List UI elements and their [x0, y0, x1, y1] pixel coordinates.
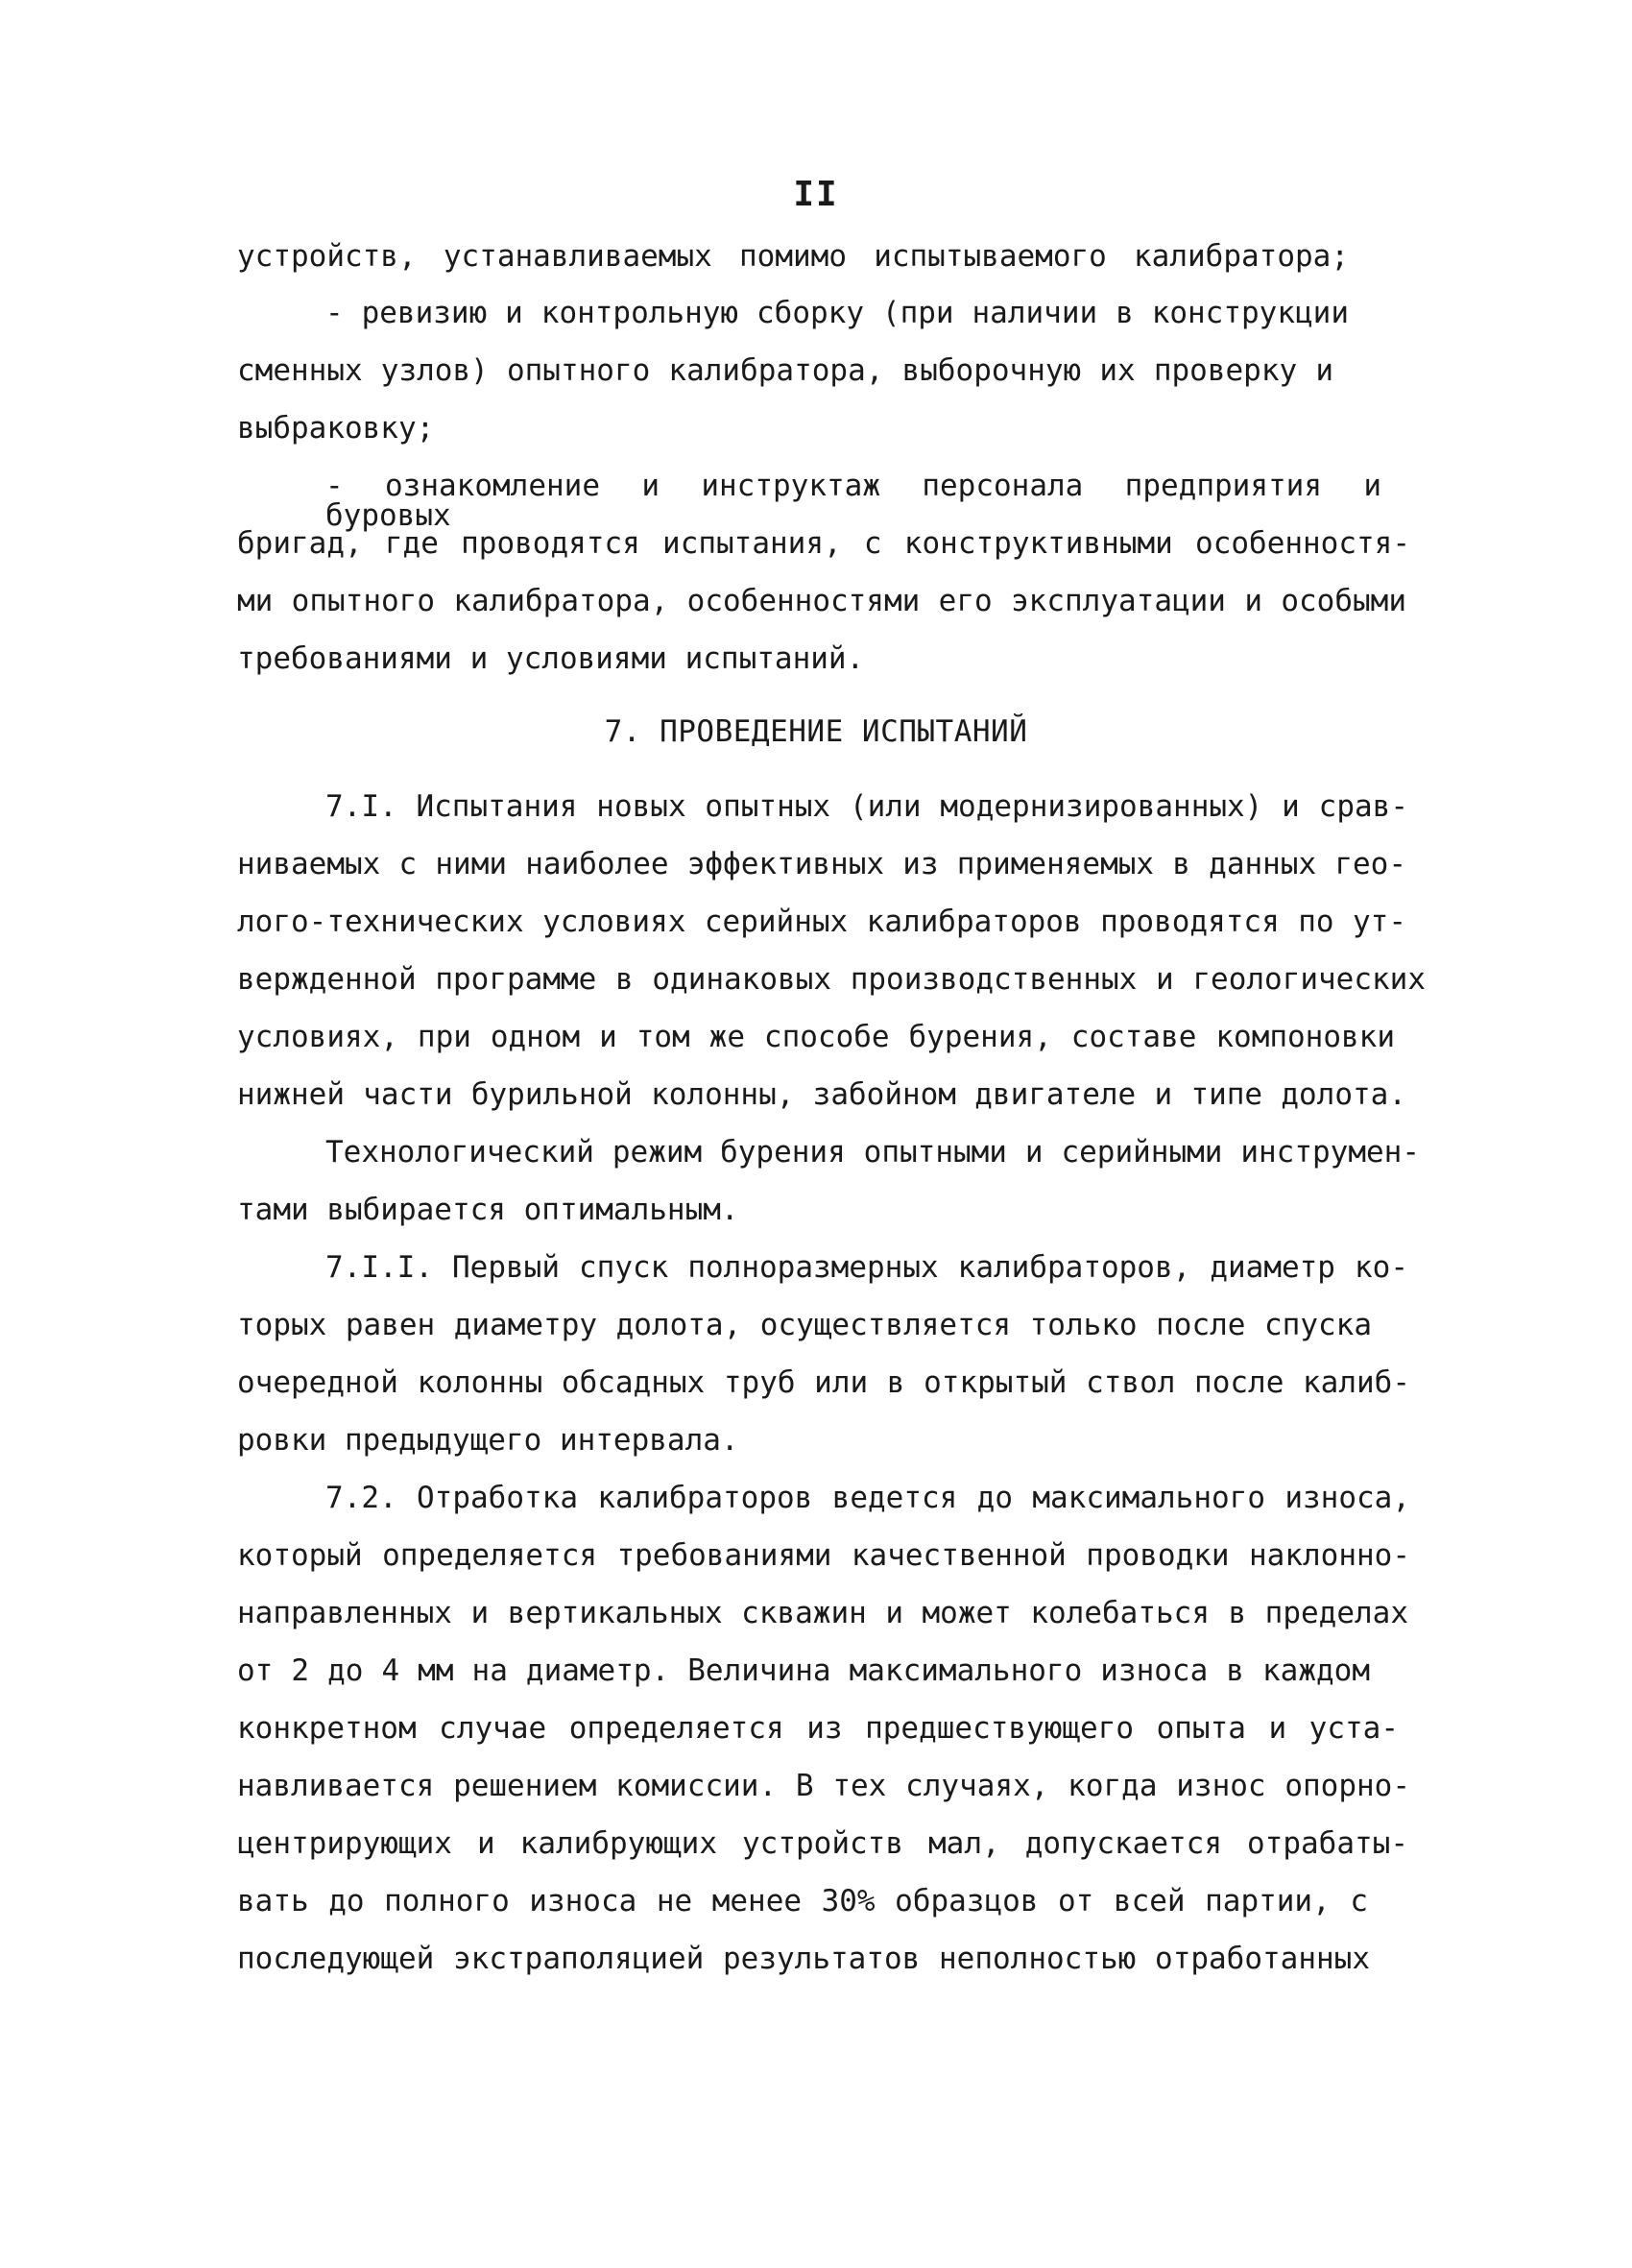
- text-line: сменных узлов) опытного калибратора, выборочную их проверку и: [237, 353, 1333, 388]
- text-line: - ознакомление и инструктаж персонала предприятия и буровых: [325, 469, 1381, 533]
- text-line: последующей экстраполяцией результатов неполностью отработанных: [237, 1942, 1370, 1976]
- text-line: бригад, где проводятся испытания, с конструктивными особенностя-: [237, 526, 1410, 561]
- text-line: 7.I.I. Первый спуск полноразмерных калибраторов, диаметр ко-: [325, 1250, 1408, 1285]
- text-line: ми опытного калибратора, особенностями его эксплуатации и особыми: [237, 584, 1406, 618]
- text-line: 7.I. Испытания новых опытных (или модернизированных) и срав-: [325, 789, 1408, 824]
- section-heading: 7. ПРОВЕДЕНИЕ ИСПЫТАНИЙ: [604, 714, 1028, 749]
- text-line: нижней части бурильной колонны, забойном двигателе и типе долота.: [237, 1077, 1406, 1112]
- text-line: конкретном случае определяется из предшествующего опыта и уста-: [237, 1711, 1399, 1746]
- text-line: который определяется требованиями качественной проводки наклонно-: [237, 1538, 1410, 1573]
- text-line: устройств, устанавливаемых помимо испытываемого калибратора;: [237, 239, 1349, 274]
- text-line: - ревизию и контрольную сборку (при наличии в конструкции: [325, 296, 1349, 330]
- text-line: очередной колонны обсадных труб или в открытый ствол после калиб-: [237, 1365, 1410, 1400]
- text-line: условиях, при одном и том же способе бурения, составе компоновки: [237, 1020, 1395, 1054]
- text-line: тами выбирается оптимальным.: [237, 1193, 739, 1227]
- text-line: ниваемых с ними наиболее эффективных из применяемых в данных гео-: [237, 847, 1406, 881]
- text-line: направленных и вертикальных скважин и может колебаться в пределах: [237, 1596, 1408, 1630]
- text-line: навливается решением комиссии. В тех случаях, когда износ опорно-: [237, 1769, 1410, 1803]
- text-line: требованиями и условиями испытаний.: [237, 641, 865, 676]
- text-line: от 2 до 4 мм на диаметр. Величина максимального износа в каждом: [237, 1653, 1370, 1688]
- page-number: II: [793, 175, 839, 214]
- text-line: Технологический режим бурения опытными и серийными инструмен-: [325, 1135, 1420, 1170]
- text-line: лого-технических условиях серийных калибраторов проводятся по ут-: [237, 905, 1406, 939]
- text-line: вержденной программе в одинаковых производственных и геологических: [237, 962, 1426, 997]
- text-line: ровки предыдущего интервала.: [237, 1423, 739, 1458]
- text-line: 7.2. Отработка калибраторов ведется до максимального износа,: [325, 1481, 1410, 1515]
- text-line: вать до полного износа не менее 30% образцов от всей партии, с: [237, 1884, 1368, 1918]
- text-line: выбраковку;: [237, 411, 435, 446]
- text-line: центрирующих и калибрующих устройств мал, допускается отрабаты-: [237, 1826, 1408, 1861]
- text-line: торых равен диаметру долота, осуществляется только после спуска: [237, 1308, 1372, 1342]
